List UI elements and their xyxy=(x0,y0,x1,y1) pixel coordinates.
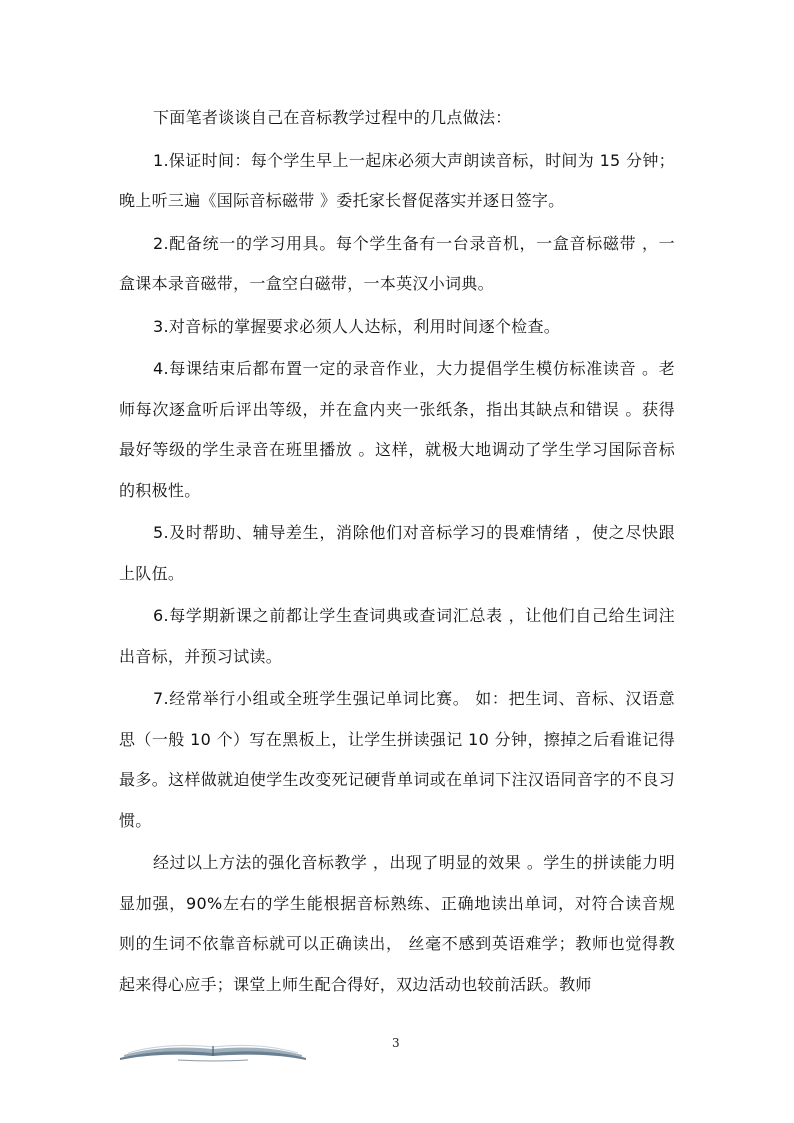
paragraph-item-3: 3.对音标的掌握要求必须人人达标，利用时间逐个检查。 xyxy=(153,316,561,336)
paragraph-intro: 下面笔者谈谈自己在音标教学过程中的几点做法： xyxy=(153,108,512,127)
paragraph-item-7: 7.经常举行小组或全班学生强记单词比赛。 如：把生词、音标、汉语意思（一般 10 个）写在黑板上，让学生拼读强记 10 分钟，擦掉之后看谁记得最多。这样做就迫使学生改变死记硬背单词或在单词下注汉语同音字的不良习惯。 xyxy=(119,689,675,830)
paragraph-item-4: 4.每课结束后都布置一定的录音作业，大力提倡学生模仿标准读音 。老师每次逐盒听后评出等级，并在盒内夹一张纸条，指出其缺点和错误 。获得最好等级的学生录音在班里播放 。这样，就极大地调动了学生学习国际音标的积极性。 xyxy=(119,359,675,500)
page-number: 3 xyxy=(392,1036,400,1050)
paragraph-item-6: 6.每学期新课之前都让学生查词典或查词汇总表 ，让他们自己给生词注出音标，并预习试读。 xyxy=(119,606,675,666)
paragraph-conclusion: 经过以上方法的强化音标教学 ，出现了明显的效果 。学生的拼读能力明显加强，90%左右的学生能根据音标熟练、正确地读出单词，对符合读音规则的生词不依靠音标就可以正确读出， 丝毫不感到英语难学；教师也觉得教起来得心应手；课堂上师生配合得好，双边活动也较前活跃。教师 xyxy=(119,853,675,994)
body-text xyxy=(119,98,675,1005)
open-book-icon xyxy=(118,1040,308,1062)
paragraph-item-2: 2.配备统一的学习用具。每个学生备有一台录音机，一盒音标磁带 ，一盒课本录音磁带，一盒空白磁带，一本英汉小词典。 xyxy=(119,233,675,293)
paragraph-item-1: 1.保证时间：每个学生早上一起床必须大声朗读音标，时间为 15 分钟；晚上听三遍《国际音标磁带 》委托家长督促落实并逐日签字。 xyxy=(119,150,675,210)
paragraph-item-5: 5.及时帮助、辅导差生，消除他们对音标学习的畏难情绪 ，使之尽快跟上队伍。 xyxy=(119,523,675,583)
